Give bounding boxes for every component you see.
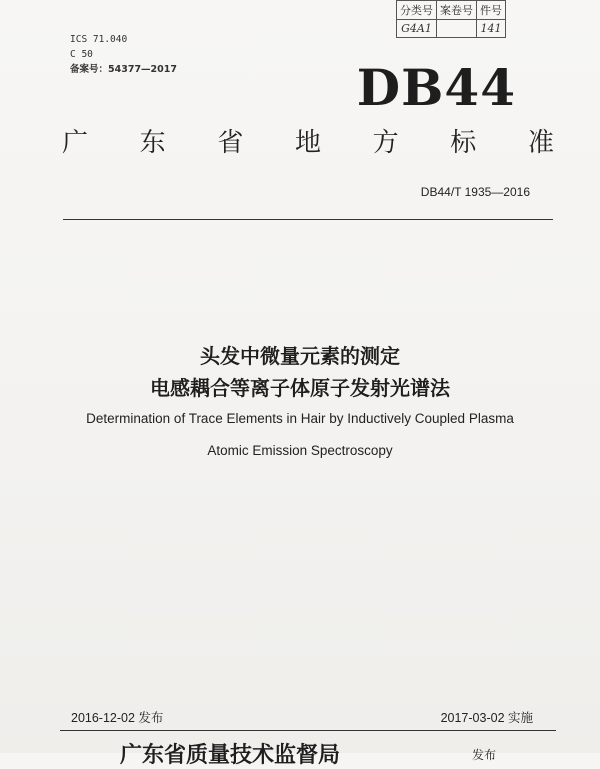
issuer-suffix: 发布 <box>472 748 497 762</box>
header-divider <box>63 219 553 220</box>
standard-code: DB44/T 1935—2016 <box>420 185 530 199</box>
ccs-code: C 50 <box>70 49 93 60</box>
standard-type-char: 东 <box>139 128 166 158</box>
title-cn-line2: 电感耦合等离子体原子发射光谱法 <box>150 376 450 400</box>
stamp-header-category: 分类号 <box>397 1 437 20</box>
stamp-header-file: 案卷号 <box>437 1 477 20</box>
stamp-header-item: 件号 <box>477 1 506 20</box>
ics-code: ICS 71.040 <box>70 34 128 45</box>
record-number: 备案号：54377—2017 <box>70 64 177 75</box>
standard-type-char: 标 <box>450 128 477 158</box>
publish-date: 2016-12-02 发布 <box>71 711 164 725</box>
classification-block <box>70 32 177 77</box>
archive-stamp <box>396 0 506 38</box>
standard-type-char: 省 <box>217 128 244 158</box>
footer-divider <box>60 730 556 731</box>
standard-type-char: 方 <box>372 128 399 158</box>
stamp-value-item: 141 <box>477 20 506 38</box>
issuer-name: 广东省质量技术监督局 <box>120 743 341 768</box>
standard-type-heading <box>62 122 554 159</box>
stamp-value-file <box>437 20 477 38</box>
stamp-value-category: G4A1 <box>397 20 437 38</box>
standard-type-char: 地 <box>294 128 321 158</box>
title-cn-line1: 头发中微量元素的测定 <box>200 344 400 368</box>
standard-type-char: 准 <box>527 128 554 158</box>
title-en-line2: Atomic Emission Spectroscopy <box>207 443 393 458</box>
title-en-line1: Determination of Trace Elements in Hair by Inductively Coupled Plasma <box>86 411 514 426</box>
db44-logo: DB44 <box>356 58 516 117</box>
implement-date: 2017-03-02 实施 <box>440 711 533 725</box>
standard-type-char: 广 <box>62 128 89 158</box>
